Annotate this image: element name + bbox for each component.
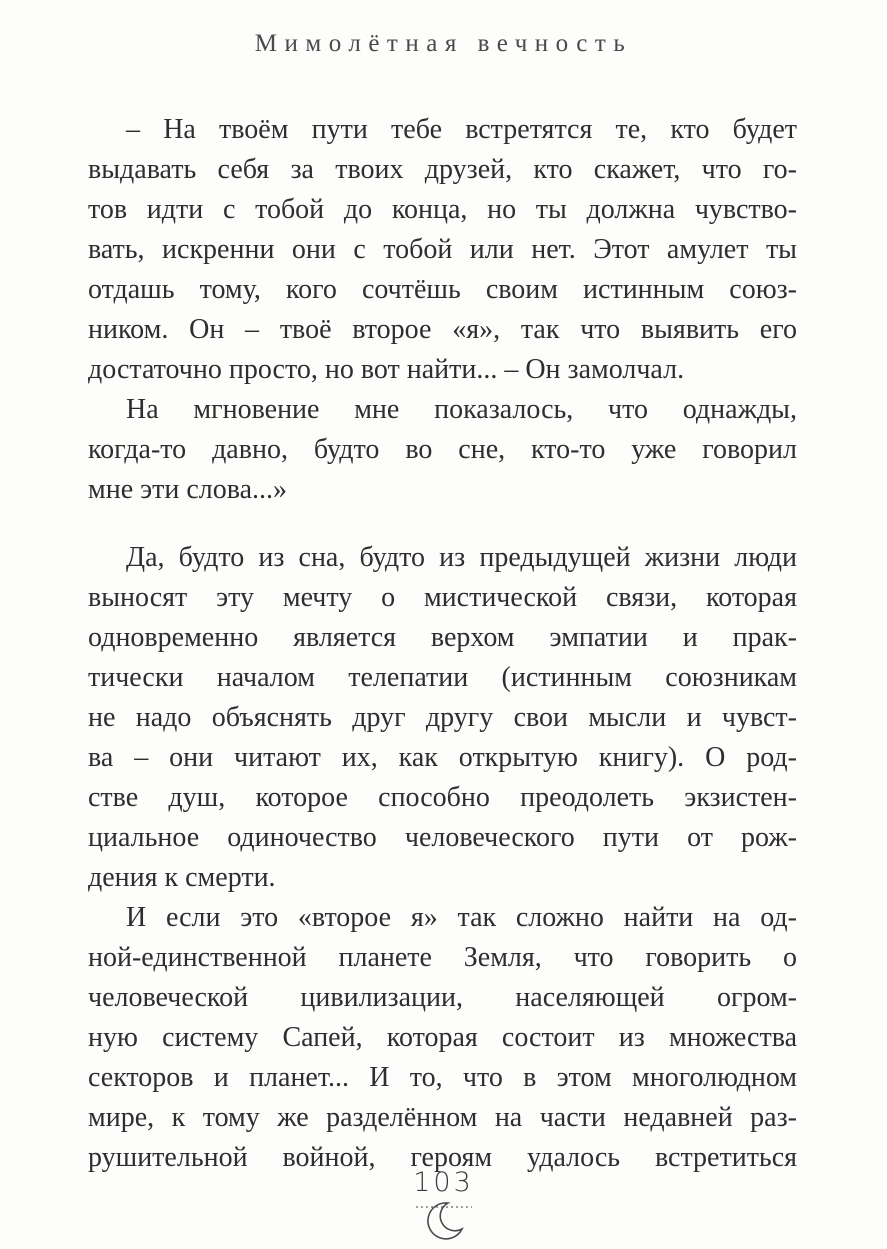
page-number: 103	[413, 1167, 474, 1198]
text-line: секторов и планет... И то, что в этом многолюдном	[88, 1062, 797, 1093]
paragraph	[88, 898, 797, 1178]
paragraph	[88, 110, 797, 390]
text-line: выдавать себя за твоих друзей, кто скажет, что го-	[88, 154, 797, 185]
text-line: На мгновение мне показалось, что однажды,	[126, 394, 797, 425]
crescent-moon-ornament	[0, 1197, 887, 1241]
text-line: достаточно просто, но вот найти... – Он замолчал.	[88, 354, 685, 385]
running-title: Мимолётная вечность	[254, 30, 633, 57]
text-line: отдашь тому, кого сочтёшь своим истинным союз-	[88, 274, 797, 305]
text-line: мне эти слова...»	[88, 474, 288, 505]
text-line: ником. Он – твоё второе «я», так что выявить его	[88, 314, 797, 345]
text-line: рушительной войной, героям удалось встретиться	[88, 1142, 797, 1173]
text-line: стве душ, которое способно преодолеть экзистен-	[88, 782, 797, 813]
paragraph	[88, 390, 797, 510]
text-line: одновременно является верхом эмпатии и прак-	[88, 622, 797, 653]
text-line: тов идти с тобой до конца, но ты должна чувство-	[88, 194, 797, 225]
text-line: ной-единственной планете Земля, что говорить о	[88, 942, 797, 973]
text-line: – На твоём пути тебе встретятся те, кто будет	[126, 114, 797, 145]
text-line: дения к смерти.	[88, 862, 276, 893]
text-line: человеческой цивилизации, населяющей огром-	[88, 982, 797, 1013]
text-line: не надо объяснять друг другу свои мысли и чувст-	[88, 702, 797, 733]
text-line: вать, искренни они с тобой или нет. Этот амулет ты	[88, 234, 797, 265]
text-line: Да, будто из сна, будто из предыдущей жизни люди	[126, 542, 797, 573]
text-line: циальное одиночество человеческого пути от рож-	[88, 822, 797, 853]
text-line: когда-то давно, будто во сне, кто-то уже говорил	[88, 434, 797, 465]
paragraph	[88, 538, 797, 898]
text-body	[88, 110, 797, 1178]
text-line: И если это «второе я» так сложно найти на од-	[126, 902, 797, 933]
text-line: выносят эту мечту о мистической связи, которая	[88, 582, 797, 613]
page-footer	[0, 1169, 887, 1241]
text-line: ную систему Сапей, которая состоит из множества	[88, 1022, 797, 1053]
text-line: тически началом телепатии (истинным союзникам	[88, 662, 797, 693]
text-line: ва – они читают их, как открытую книгу). О род-	[88, 742, 797, 773]
text-line: мире, к тому же разделённом на части недавней раз-	[88, 1102, 797, 1133]
